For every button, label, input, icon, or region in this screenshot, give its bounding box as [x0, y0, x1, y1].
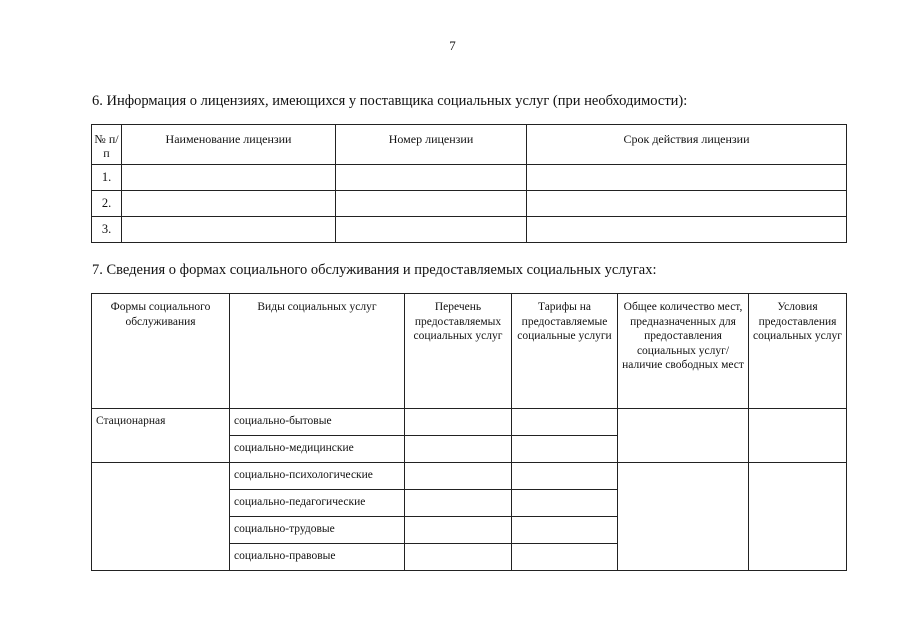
section-7-title: 7. Сведения о формах социального обслуживания и предоставляемых социальных услугах:: [92, 262, 657, 278]
service-type-cell: социально-трудовые: [230, 517, 405, 544]
license-name-cell[interactable]: [122, 217, 336, 243]
licenses-table: [91, 124, 847, 243]
social-services-table: [91, 293, 847, 571]
licenses-header-row: [92, 125, 847, 165]
license-validity-cell[interactable]: [527, 165, 847, 191]
license-validity-cell[interactable]: [527, 191, 847, 217]
tariff-cell[interactable]: [512, 436, 618, 463]
tariff-cell[interactable]: [512, 544, 618, 571]
service-type-cell: социально-правовые: [230, 544, 405, 571]
header-number: № п/п: [92, 125, 122, 165]
table-row: [92, 191, 847, 217]
service-type-cell: социально-бытовые: [230, 409, 405, 436]
license-name-cell[interactable]: [122, 165, 336, 191]
tariff-cell[interactable]: [512, 490, 618, 517]
tariff-cell[interactable]: [512, 517, 618, 544]
services-header-row: [92, 294, 847, 409]
service-list-cell[interactable]: [405, 463, 512, 490]
license-name-cell[interactable]: [122, 191, 336, 217]
conditions-cell[interactable]: [749, 463, 847, 571]
form-stationary-cell: Стационарная: [92, 409, 230, 463]
service-type-cell: социально-психологические: [230, 463, 405, 490]
tariff-cell[interactable]: [512, 409, 618, 436]
service-type-cell: социально-медицинские: [230, 436, 405, 463]
header-conditions: Условия предоставления социальных услуг: [749, 294, 847, 409]
table-row: [92, 165, 847, 191]
form-cell-empty[interactable]: [92, 463, 230, 571]
header-service-form: Формы социального обслуживания: [92, 294, 230, 409]
tariff-cell[interactable]: [512, 463, 618, 490]
header-tariffs: Тарифы на предоставляемые социальные услуги: [512, 294, 618, 409]
header-service-list: Перечень предоставляемых социальных услуг: [405, 294, 512, 409]
license-number-cell[interactable]: [336, 191, 527, 217]
service-list-cell[interactable]: [405, 490, 512, 517]
page-number: 7: [449, 38, 456, 53]
conditions-cell[interactable]: [749, 409, 847, 463]
service-list-cell[interactable]: [405, 409, 512, 436]
header-service-types: Виды социальных услуг: [230, 294, 405, 409]
license-number-cell[interactable]: [336, 165, 527, 191]
table-row: [92, 463, 847, 490]
places-cell[interactable]: [618, 463, 749, 571]
section-6-title: 6. Информация о лицензиях, имеющихся у поставщика социальных услуг (при необходимости):: [92, 93, 688, 109]
header-license-name: Наименование лицензии: [122, 125, 336, 165]
row-number: 2.: [92, 191, 122, 217]
header-license-validity: Срок действия лицензии: [527, 125, 847, 165]
places-cell[interactable]: [618, 409, 749, 463]
row-number: 3.: [92, 217, 122, 243]
license-number-cell[interactable]: [336, 217, 527, 243]
service-list-cell[interactable]: [405, 517, 512, 544]
header-places-count: Общее количество мест, предназначенных для предоставления социальных услуг/наличие свободных мест: [618, 294, 749, 409]
table-row: [92, 217, 847, 243]
table-row: [92, 409, 847, 436]
license-validity-cell[interactable]: [527, 217, 847, 243]
service-list-cell[interactable]: [405, 436, 512, 463]
service-type-cell: социально-педагогические: [230, 490, 405, 517]
header-license-number: Номер лицензии: [336, 125, 527, 165]
row-number: 1.: [92, 165, 122, 191]
service-list-cell[interactable]: [405, 544, 512, 571]
